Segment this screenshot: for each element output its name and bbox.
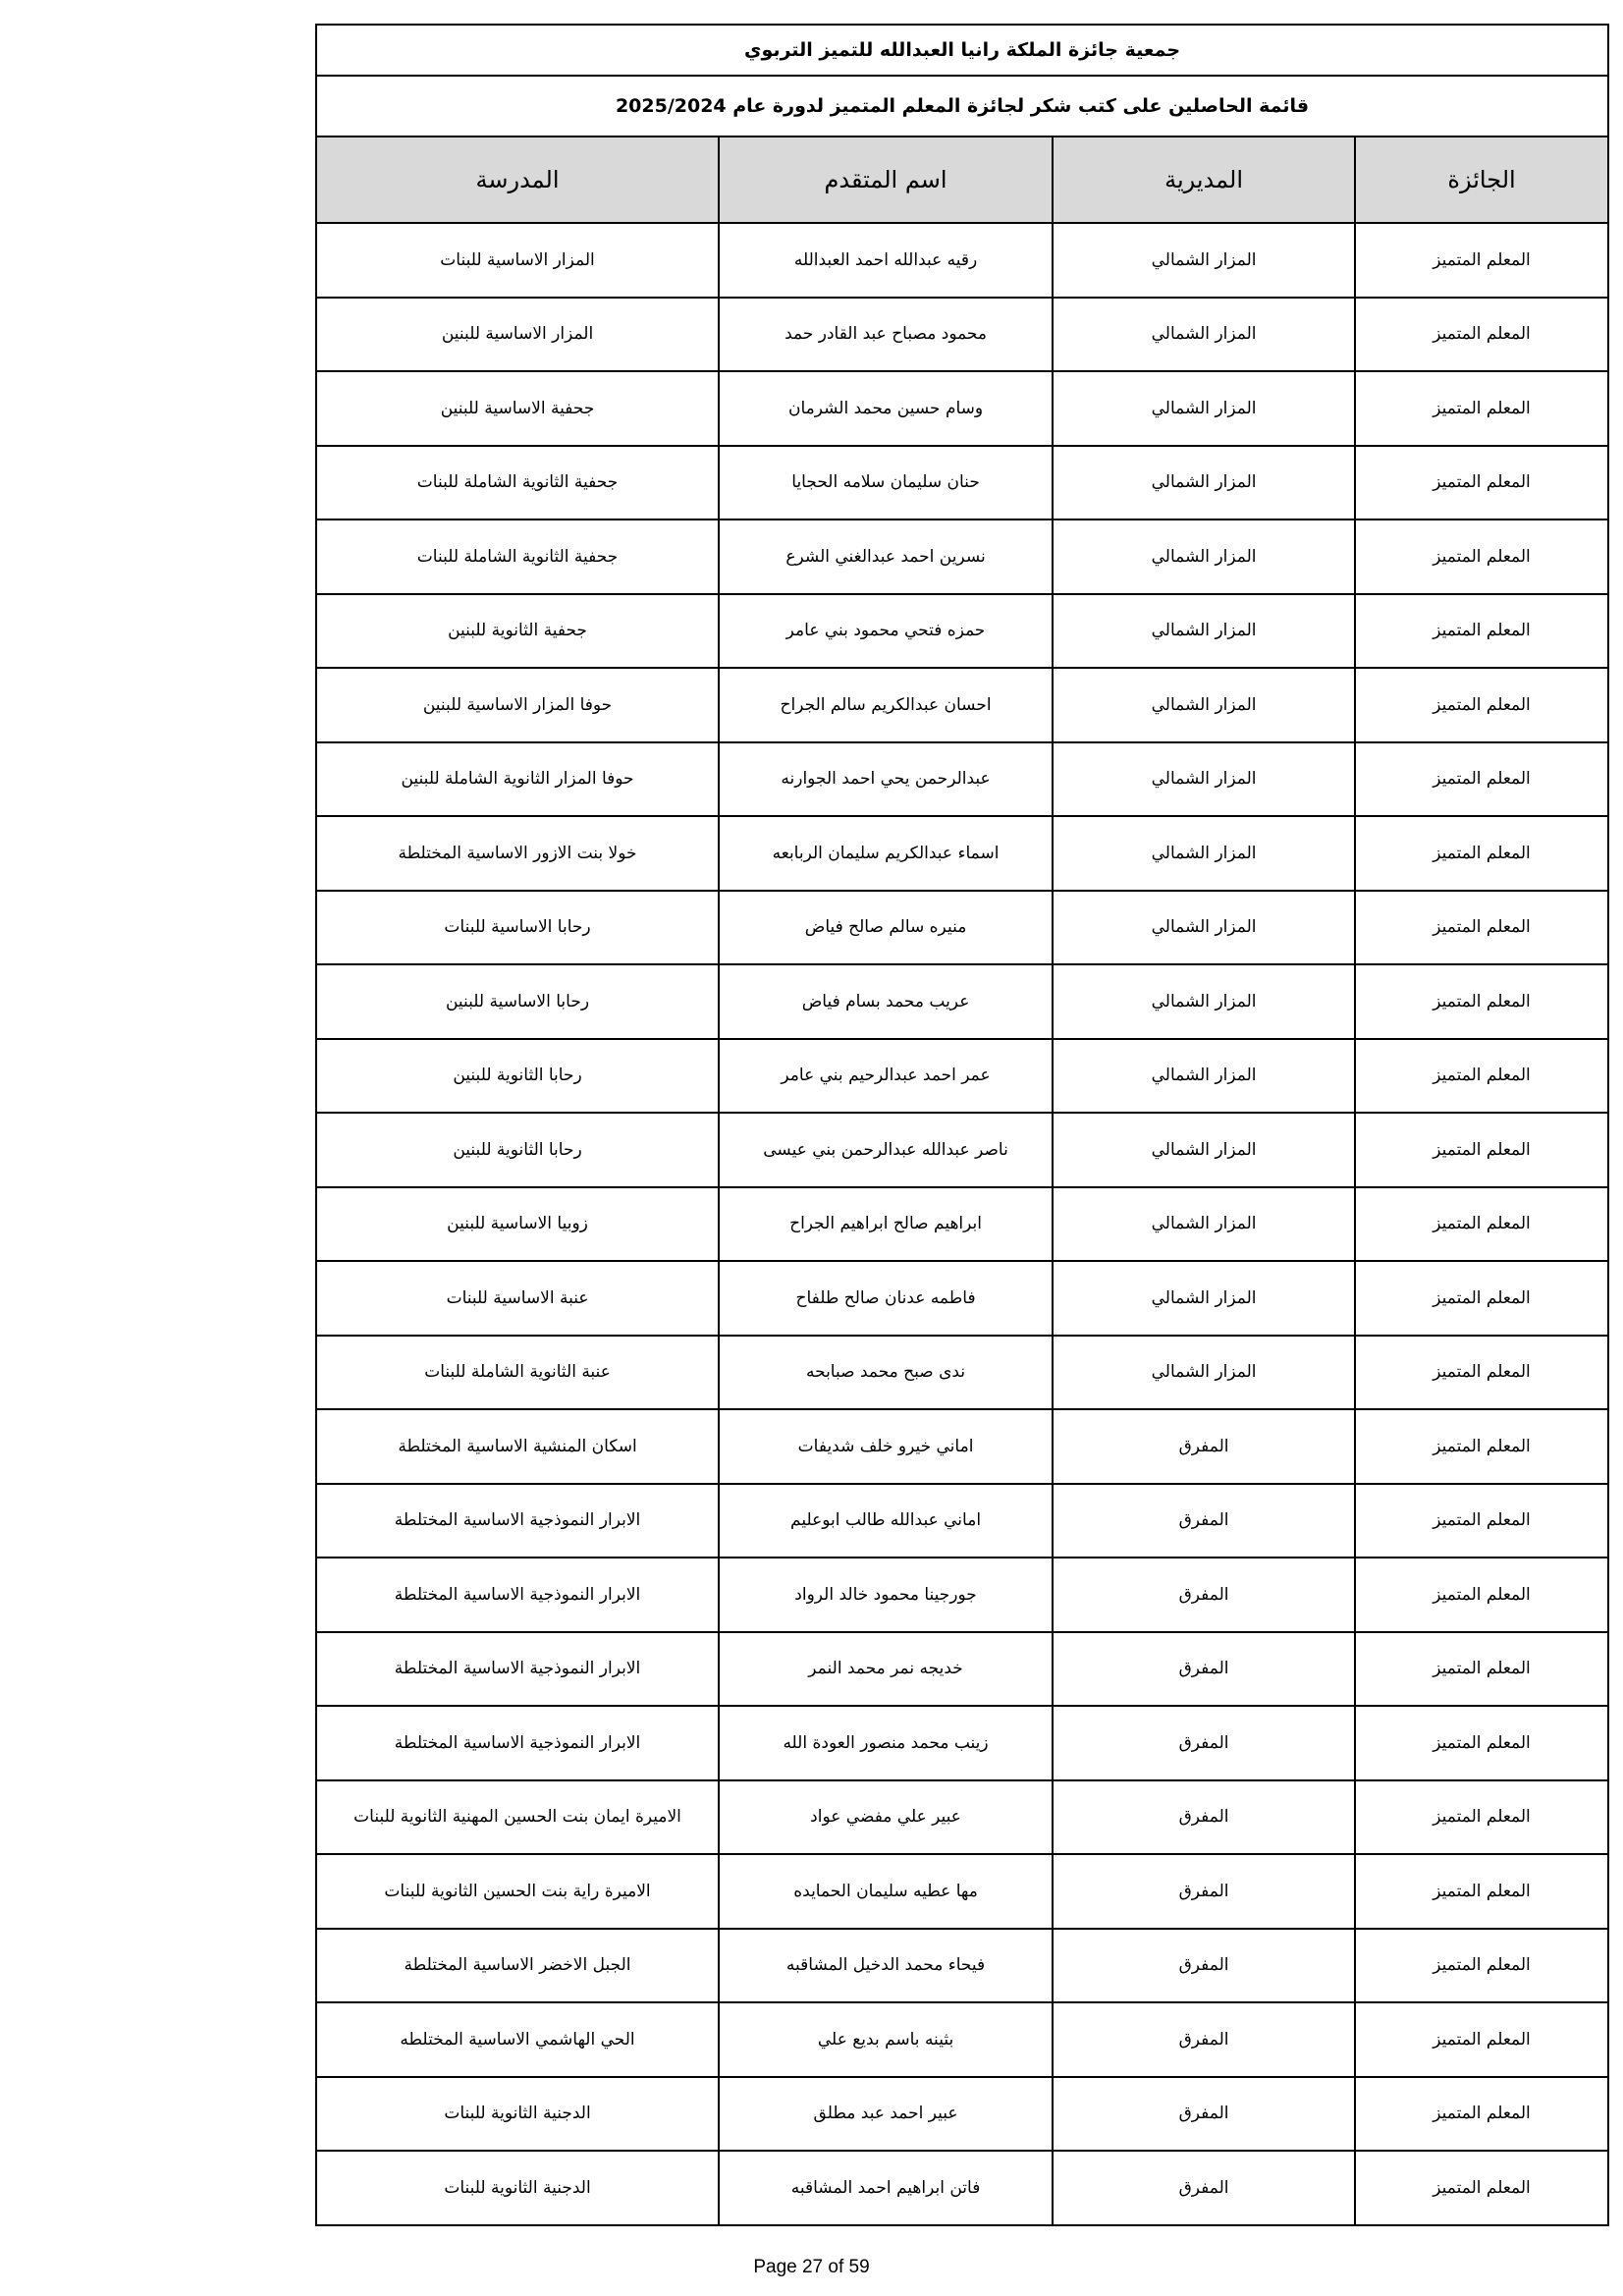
cell-school: الدجنية الثانوية للبنات [316,2151,719,2225]
table-row [316,2077,1608,2152]
cell-directorate: المزار الشمالي [1053,519,1355,594]
cell-award: المعلم المتميز [1355,1336,1608,1410]
table-row [316,446,1608,520]
cell-school: الابرار النموذجية الاساسية المختلطة [316,1484,719,1558]
cell-directorate: المزار الشمالي [1053,446,1355,520]
cell-directorate: المزار الشمالي [1053,371,1355,446]
cell-directorate: المزار الشمالي [1053,223,1355,298]
table-row [316,1039,1608,1114]
cell-applicant: مها عطيه سليمان الحمايده [719,1854,1053,1929]
cell-directorate: المفرق [1053,1780,1355,1855]
cell-school: رحابا الثانوية للبنين [316,1113,719,1187]
cell-applicant: بثينه باسم بديع علي [719,2002,1053,2077]
cell-applicant: خديجه نمر محمد النمر [719,1632,1053,1707]
table-row [316,1854,1608,1929]
cell-award: المعلم المتميز [1355,964,1608,1039]
cell-applicant: عمر احمد عبدالرحيم بني عامر [719,1039,1053,1114]
cell-directorate: المفرق [1053,1706,1355,1780]
cell-applicant: ناصر عبدالله عبدالرحمن بني عيسى [719,1113,1053,1187]
header-row [316,137,1608,223]
cell-applicant: منيره سالم صالح فياض [719,891,1053,965]
cell-applicant: اماني خيرو خلف شديفات [719,1409,1053,1484]
cell-applicant: زينب محمد منصور العودة الله [719,1706,1053,1780]
cell-applicant: اسماء عبدالكريم سليمان الربابعه [719,816,1053,891]
cell-school: عنبة الثانوية الشاملة للبنات [316,1336,719,1410]
cell-applicant: عبير احمد عبد مطلق [719,2077,1053,2152]
column-header-award: الجائزة [1355,137,1608,223]
cell-school: الجبل الاخضر الاساسية المختلطة [316,1929,719,2003]
column-header-directorate: المديرية [1053,137,1355,223]
cell-school: جحفية الثانوية الشاملة للبنات [316,519,719,594]
cell-award: المعلم المتميز [1355,446,1608,520]
cell-school: المزار الاساسية للبنات [316,223,719,298]
cell-school: الابرار النموذجية الاساسية المختلطة [316,1706,719,1780]
cell-school: المزار الاساسية للبنين [316,298,719,372]
cell-school: الاميرة ايمان بنت الحسين المهنية الثانوية للبنات [316,1780,719,1855]
table-row [316,1632,1608,1707]
cell-school: الاميرة راية بنت الحسين الثانوية للبنات [316,1854,719,1929]
cell-school: رحابا الاساسية للبنات [316,891,719,965]
cell-applicant: فاتن ابراهيم احمد المشاقبه [719,2151,1053,2225]
table-row [316,1929,1608,2003]
cell-directorate: المفرق [1053,1484,1355,1558]
cell-applicant: جورجينا محمود خالد الرواد [719,1558,1053,1632]
cell-school: جحفية الاساسية للبنين [316,371,719,446]
cell-award: المعلم المتميز [1355,1484,1608,1558]
cell-directorate: المفرق [1053,1632,1355,1707]
cell-directorate: المفرق [1053,1409,1355,1484]
cell-directorate: المزار الشمالي [1053,298,1355,372]
cell-directorate: المفرق [1053,1558,1355,1632]
cell-school: جحفية الثانوية للبنين [316,594,719,669]
cell-award: المعلم المتميز [1355,1558,1608,1632]
cell-applicant: محمود مصباح عبد القادر حمد [719,298,1053,372]
cell-school: رحابا الثانوية للبنين [316,1039,719,1114]
awards-table [315,24,1609,2226]
table-row [316,371,1608,446]
cell-school: الحي الهاشمي الاساسية المختلطه [316,2002,719,2077]
table-row [316,1113,1608,1187]
cell-applicant: احسان عبدالكريم سالم الجراح [719,668,1053,742]
cell-directorate: المزار الشمالي [1053,816,1355,891]
table-row [316,2002,1608,2077]
table-row [316,742,1608,817]
cell-directorate: المفرق [1053,1929,1355,2003]
cell-award: المعلم المتميز [1355,1113,1608,1187]
cell-applicant: حمزه فتحي محمود بني عامر [719,594,1053,669]
cell-directorate: المزار الشمالي [1053,1039,1355,1114]
cell-directorate: المزار الشمالي [1053,964,1355,1039]
cell-award: المعلم المتميز [1355,1261,1608,1336]
table-row [316,1484,1608,1558]
page-footer: Page 27 of 59 [753,2257,870,2277]
cell-award: المعلم المتميز [1355,816,1608,891]
cell-directorate: المزار الشمالي [1053,594,1355,669]
cell-directorate: المزار الشمالي [1053,1261,1355,1336]
table-row [316,964,1608,1039]
column-header-school: المدرسة [316,137,719,223]
cell-school: عنبة الاساسية للبنات [316,1261,719,1336]
table-row [316,1261,1608,1336]
table-row [316,1409,1608,1484]
cell-award: المعلم المتميز [1355,742,1608,817]
column-header-applicant: اسم المتقدم [719,137,1053,223]
cell-award: المعلم المتميز [1355,1039,1608,1114]
cell-applicant: رقيه عبدالله احمد العبدالله [719,223,1053,298]
table-row [316,668,1608,742]
cell-award: المعلم المتميز [1355,298,1608,372]
cell-applicant: اماني عبدالله طالب ابوعليم [719,1484,1053,1558]
cell-applicant: ندى صبح محمد صبابحه [719,1336,1053,1410]
cell-award: المعلم المتميز [1355,1632,1608,1707]
cell-directorate: المفرق [1053,2002,1355,2077]
org-title: جمعية جائزة الملكة رانيا العبدالله للتميز التربوي [316,25,1608,76]
table-row [316,891,1608,965]
cell-school: جحفية الثانوية الشاملة للبنات [316,446,719,520]
cell-award: المعلم المتميز [1355,2151,1608,2225]
cell-directorate: المفرق [1053,1854,1355,1929]
cell-award: المعلم المتميز [1355,594,1608,669]
cell-directorate: المفرق [1053,2077,1355,2152]
cell-award: المعلم المتميز [1355,1409,1608,1484]
cell-award: المعلم المتميز [1355,519,1608,594]
cell-award: المعلم المتميز [1355,1780,1608,1855]
table-row [316,1187,1608,1262]
cell-award: المعلم المتميز [1355,2077,1608,2152]
cell-award: المعلم المتميز [1355,2002,1608,2077]
cell-school: الابرار النموذجية الاساسية المختلطة [316,1632,719,1707]
cell-school: حوفا المزار الثانوية الشاملة للبنين [316,742,719,817]
cell-applicant: نسرين احمد عبدالغني الشرع [719,519,1053,594]
cell-applicant: عبير علي مفضي عواد [719,1780,1053,1855]
cell-school: الدجنية الثانوية للبنات [316,2077,719,2152]
cell-award: المعلم المتميز [1355,1187,1608,1262]
table-row [316,2151,1608,2225]
cell-applicant: وسام حسين محمد الشرمان [719,371,1053,446]
list-title: قائمة الحاصلين على كتب شكر لجائزة المعلم المتميز لدورة عام 2025/2024 [316,76,1608,137]
title-row [316,25,1608,76]
cell-applicant: عريب محمد بسام فياض [719,964,1053,1039]
cell-award: المعلم المتميز [1355,1854,1608,1929]
cell-school: زوبيا الاساسية للبنين [316,1187,719,1262]
cell-school: الابرار النموذجية الاساسية المختلطة [316,1558,719,1632]
cell-award: المعلم المتميز [1355,1929,1608,2003]
table-row [316,1780,1608,1855]
cell-applicant: حنان سليمان سلامه الحجايا [719,446,1053,520]
cell-applicant: ابراهيم صالح ابراهيم الجراح [719,1187,1053,1262]
cell-directorate: المزار الشمالي [1053,891,1355,965]
cell-award: المعلم المتميز [1355,223,1608,298]
cell-award: المعلم المتميز [1355,668,1608,742]
cell-applicant: عبدالرحمن يحي احمد الجوارنه [719,742,1053,817]
cell-directorate: المزار الشمالي [1053,1113,1355,1187]
subtitle-row [316,76,1608,137]
cell-applicant: فاطمه عدنان صالح طلفاح [719,1261,1053,1336]
table-row [316,594,1608,669]
cell-school: خولا بنت الازور الاساسية المختلطة [316,816,719,891]
table-row [316,1558,1608,1632]
document-sheet [315,24,1607,2226]
cell-directorate: المفرق [1053,2151,1355,2225]
cell-school: رحابا الاساسية للبنين [316,964,719,1039]
table-row [316,519,1608,594]
cell-directorate: المزار الشمالي [1053,1187,1355,1262]
cell-applicant: فيحاء محمد الدخيل المشاقبه [719,1929,1053,2003]
cell-award: المعلم المتميز [1355,891,1608,965]
cell-directorate: المزار الشمالي [1053,742,1355,817]
cell-school: اسكان المنشية الاساسية المختلطة [316,1409,719,1484]
cell-directorate: المزار الشمالي [1053,668,1355,742]
cell-school: حوفا المزار الاساسية للبنين [316,668,719,742]
cell-award: المعلم المتميز [1355,1706,1608,1780]
table-row [316,1336,1608,1410]
cell-award: المعلم المتميز [1355,371,1608,446]
table-row [316,298,1608,372]
table-row [316,1706,1608,1780]
table-row [316,816,1608,891]
table-row [316,223,1608,298]
cell-directorate: المزار الشمالي [1053,1336,1355,1410]
